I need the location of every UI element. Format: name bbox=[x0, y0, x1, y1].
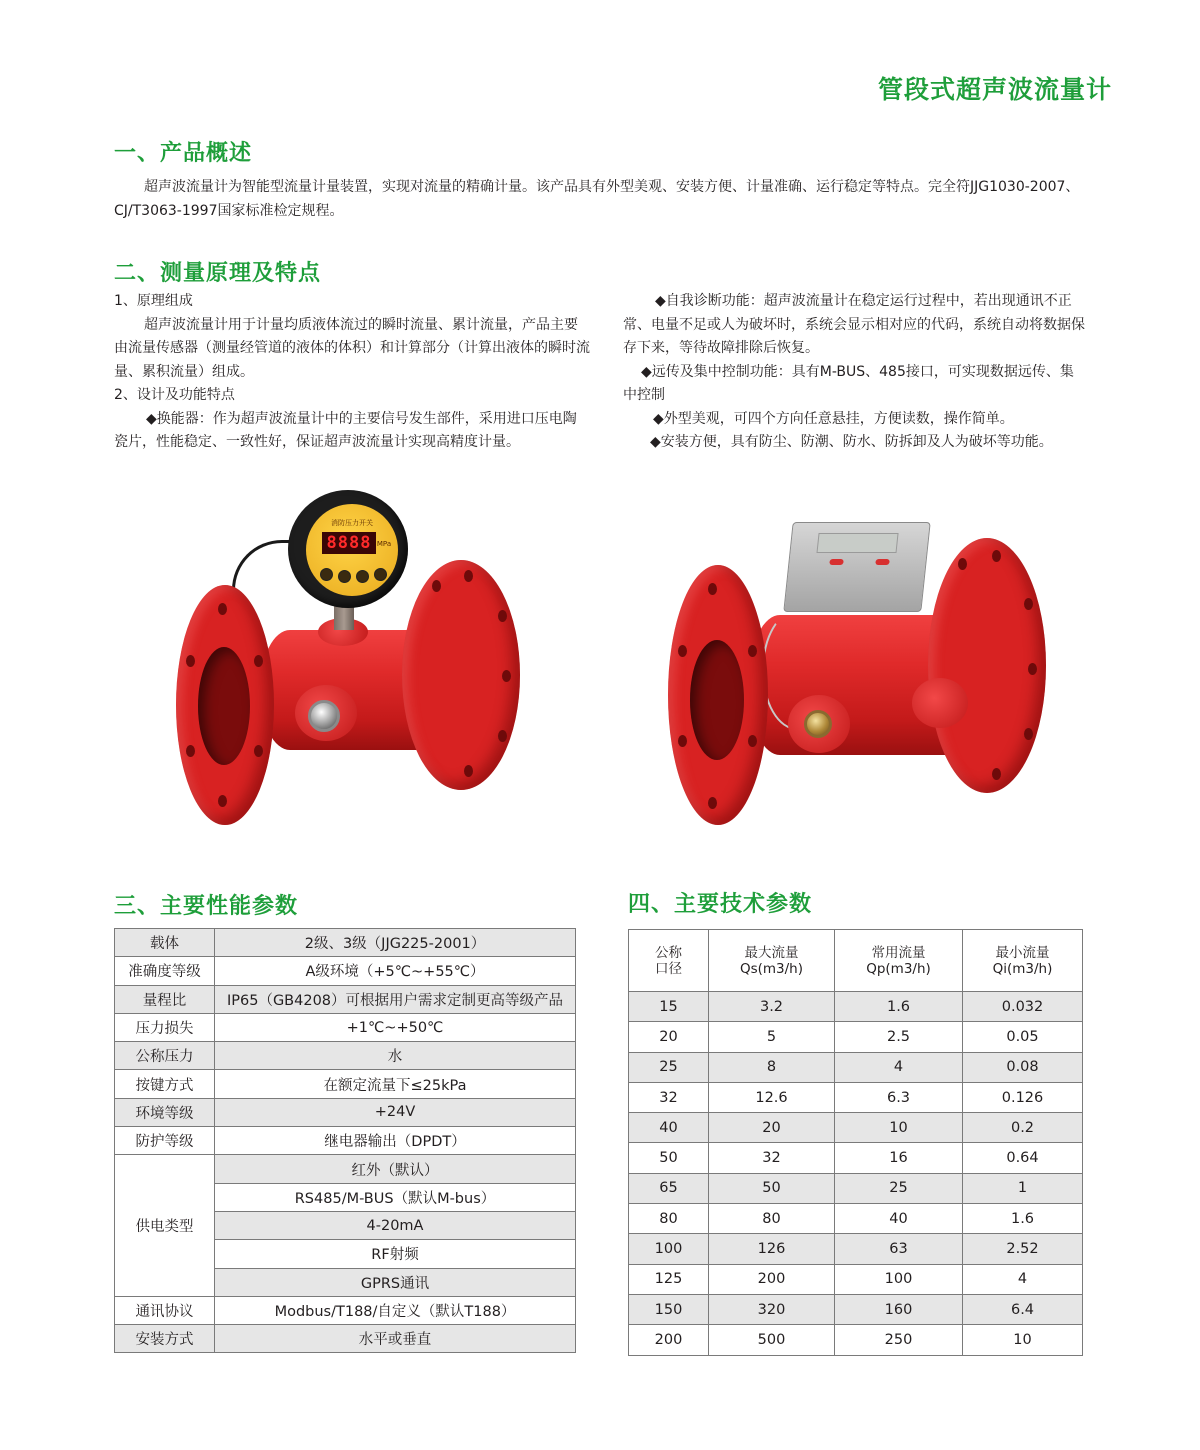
param-label: 公称压力 bbox=[115, 1042, 215, 1070]
param-value: 红外（默认） bbox=[215, 1155, 576, 1183]
table-row bbox=[115, 1013, 576, 1041]
table-row bbox=[115, 957, 576, 985]
calculator-box bbox=[783, 522, 930, 612]
cell-common-flow: 40 bbox=[835, 1204, 963, 1234]
cell-min-flow: 1 bbox=[963, 1173, 1083, 1203]
cell-common-flow: 4 bbox=[835, 1052, 963, 1082]
bolt-hole bbox=[708, 797, 717, 809]
cell-max-flow: 500 bbox=[709, 1325, 835, 1355]
param-label: 环境等级 bbox=[115, 1098, 215, 1126]
cell-common-flow: 6.3 bbox=[835, 1082, 963, 1112]
param-label-power: 供电类型 bbox=[115, 1155, 215, 1296]
param-label: 准确度等级 bbox=[115, 957, 215, 985]
section-heading-performance: 三、主要性能参数 bbox=[114, 894, 299, 919]
bolt-hole bbox=[992, 550, 1001, 562]
table-row bbox=[629, 1113, 1083, 1143]
table-row bbox=[629, 1052, 1083, 1082]
cell-diameter: 200 bbox=[629, 1325, 709, 1355]
gauge-unit: MPa bbox=[376, 540, 392, 548]
cell-max-flow: 3.2 bbox=[709, 992, 835, 1022]
bolt-hole bbox=[218, 603, 227, 615]
param-value: RF射频 bbox=[215, 1240, 576, 1268]
header-line: 公称 bbox=[655, 944, 682, 961]
bolt-hole bbox=[254, 745, 263, 757]
cell-min-flow: 0.032 bbox=[963, 992, 1083, 1022]
cell-common-flow: 160 bbox=[835, 1294, 963, 1324]
section-heading-principle: 二、测量原理及特点 bbox=[114, 261, 322, 286]
composition-text: 超声波流量计用于计量均质液体流过的瞬时流量、累计流量，产品主要由流量传感器（测量经管道的液体的体积）和计算部分（计算出液体的瞬时流量、累积流量）组成。 bbox=[114, 316, 590, 380]
section-heading-technical: 四、主要技术参数 bbox=[628, 892, 813, 917]
param-label: 防护等级 bbox=[115, 1127, 215, 1155]
cell-max-flow: 200 bbox=[709, 1264, 835, 1294]
param-label: 按键方式 bbox=[115, 1070, 215, 1098]
flange-left bbox=[176, 585, 274, 825]
page-title: 管段式超声波流量计 bbox=[877, 75, 1112, 104]
flange-bore bbox=[198, 647, 250, 765]
subheading-features: 2、设计及功能特点 bbox=[114, 387, 235, 403]
table-row bbox=[629, 992, 1083, 1022]
bolt-hole bbox=[186, 745, 195, 757]
cell-diameter: 50 bbox=[629, 1143, 709, 1173]
table-row bbox=[629, 1294, 1083, 1324]
cell-min-flow: 0.05 bbox=[963, 1022, 1083, 1052]
principle-left-column bbox=[114, 290, 590, 455]
table-row bbox=[629, 1143, 1083, 1173]
product-image-calculator-meter bbox=[650, 510, 1050, 840]
table-row bbox=[629, 1264, 1083, 1294]
cell-max-flow: 50 bbox=[709, 1173, 835, 1203]
principle-right-column bbox=[623, 290, 1085, 455]
cell-common-flow: 16 bbox=[835, 1143, 963, 1173]
cell-common-flow: 250 bbox=[835, 1325, 963, 1355]
param-value: 继电器输出（DPDT） bbox=[215, 1127, 576, 1155]
flange-left bbox=[668, 565, 768, 825]
gauge-button-2 bbox=[338, 570, 351, 583]
transducer-boss-right bbox=[912, 678, 968, 728]
flange-right bbox=[928, 538, 1046, 793]
cell-max-flow: 320 bbox=[709, 1294, 835, 1324]
param-value: 2级、3级（JJG225-2001） bbox=[215, 929, 576, 957]
overview-paragraph bbox=[114, 176, 1094, 223]
cell-min-flow: 4 bbox=[963, 1264, 1083, 1294]
table-row bbox=[115, 1155, 576, 1183]
table-row bbox=[115, 1127, 576, 1155]
table-row bbox=[629, 1173, 1083, 1203]
cell-diameter: 150 bbox=[629, 1294, 709, 1324]
bolt-hole bbox=[464, 765, 473, 777]
cell-diameter: 32 bbox=[629, 1082, 709, 1112]
gauge-button-4 bbox=[374, 568, 387, 581]
cell-min-flow: 6.4 bbox=[963, 1294, 1083, 1324]
overview-text: 超声波流量计为智能型流量计量装置，实现对流量的精确计量。该产品具有外型美观、安装方便、计量准确、运行稳定等特点。完全符JJG1030-2007、CJ/T3063-1997国家标准检定规程。 bbox=[114, 179, 1080, 219]
transducer-connector bbox=[804, 710, 832, 738]
bolt-hole bbox=[464, 570, 473, 582]
transducer-cap bbox=[308, 700, 340, 732]
table-row bbox=[629, 1022, 1083, 1052]
bolt-hole bbox=[708, 583, 717, 595]
cell-diameter: 100 bbox=[629, 1234, 709, 1264]
table-row bbox=[115, 929, 576, 957]
bolt-hole bbox=[678, 645, 687, 657]
cell-common-flow: 25 bbox=[835, 1173, 963, 1203]
subheading-composition: 1、原理组成 bbox=[114, 293, 193, 309]
cell-diameter: 125 bbox=[629, 1264, 709, 1294]
feature-installation: ◆安装方便，具有防尘、防潮、防水、防拆卸及人为破坏等功能。 bbox=[650, 434, 1053, 450]
cell-diameter: 65 bbox=[629, 1173, 709, 1203]
bolt-hole bbox=[502, 670, 511, 682]
cell-min-flow: 0.08 bbox=[963, 1052, 1083, 1082]
gauge-face bbox=[306, 504, 398, 596]
table-row bbox=[629, 1204, 1083, 1234]
cell-common-flow: 63 bbox=[835, 1234, 963, 1264]
cell-diameter: 25 bbox=[629, 1052, 709, 1082]
param-value: GPRS通讯 bbox=[215, 1268, 576, 1296]
cell-min-flow: 1.6 bbox=[963, 1204, 1083, 1234]
cell-min-flow: 0.126 bbox=[963, 1082, 1083, 1112]
header-line: Qs(m3/h) bbox=[739, 960, 804, 977]
table-row bbox=[115, 1070, 576, 1098]
table-row bbox=[629, 1082, 1083, 1112]
header-line: Qi(m3/h) bbox=[992, 960, 1053, 977]
col-header-max-flow bbox=[709, 930, 835, 992]
param-value: 4-20mA bbox=[215, 1211, 576, 1239]
bolt-hole bbox=[678, 735, 687, 747]
gauge-button-1 bbox=[320, 568, 333, 581]
cell-diameter: 40 bbox=[629, 1113, 709, 1143]
header-line: 常用流量 bbox=[871, 944, 926, 961]
bolt-hole bbox=[498, 610, 507, 622]
cell-max-flow: 126 bbox=[709, 1234, 835, 1264]
param-label: 压力损失 bbox=[115, 1013, 215, 1041]
cell-max-flow: 12.6 bbox=[709, 1082, 835, 1112]
param-value: A级环境（+5℃~+55℃） bbox=[215, 957, 576, 985]
param-value: 水 bbox=[215, 1042, 576, 1070]
bolt-hole bbox=[748, 645, 757, 657]
bolt-hole bbox=[186, 655, 195, 667]
calculator-led-1 bbox=[829, 559, 844, 565]
cell-diameter: 80 bbox=[629, 1204, 709, 1234]
calculator-led-2 bbox=[875, 559, 890, 565]
feature-remote-control: ◆远传及集中控制功能：具有M-BUS、485接口，可实现数据远传、集中控制 bbox=[623, 363, 1074, 403]
col-header-diameter bbox=[629, 930, 709, 992]
header-line: 最小流量 bbox=[995, 944, 1050, 961]
feature-self-diagnosis: ◆自我诊断功能：超声波流量计在稳定运行过程中，若出现通讯不正常、电量不足或人为破坏时，系统会显示相对应的代码，系统自动将数据保存下来，等待故障排除后恢复。 bbox=[623, 293, 1085, 356]
bolt-hole bbox=[218, 795, 227, 807]
cell-max-flow: 32 bbox=[709, 1143, 835, 1173]
cell-min-flow: 0.64 bbox=[963, 1143, 1083, 1173]
section-heading-overview: 一、产品概述 bbox=[114, 141, 253, 166]
header-line: Qp(m3/h) bbox=[866, 960, 931, 977]
cell-diameter: 15 bbox=[629, 992, 709, 1022]
table-row bbox=[629, 1325, 1083, 1355]
gauge-display: 8888 bbox=[322, 532, 376, 554]
param-label: 载体 bbox=[115, 929, 215, 957]
cell-common-flow: 10 bbox=[835, 1113, 963, 1143]
bolt-hole bbox=[1028, 663, 1037, 675]
cell-diameter: 20 bbox=[629, 1022, 709, 1052]
table-row bbox=[629, 1234, 1083, 1264]
bolt-hole bbox=[1024, 728, 1033, 740]
feature-appearance: ◆外型美观，可四个方向任意悬挂，方便读数，操作简单。 bbox=[653, 410, 1014, 427]
cell-common-flow: 2.5 bbox=[835, 1022, 963, 1052]
feature-transducer: ◆换能器：作为超声波流量计中的主要信号发生部件，采用进口压电陶瓷片，性能稳定、一致性好，保证超声波流量计实现高精度计量。 bbox=[114, 410, 577, 450]
header-line: 口径 bbox=[655, 960, 682, 977]
header-line: 最大流量 bbox=[744, 944, 799, 961]
calculator-lcd bbox=[816, 533, 898, 553]
bolt-hole bbox=[432, 580, 441, 592]
flange-right bbox=[402, 560, 520, 790]
param-value: +1℃~+50℃ bbox=[215, 1013, 576, 1041]
performance-parameters-table bbox=[114, 928, 576, 1353]
bolt-hole bbox=[958, 558, 967, 570]
cell-max-flow: 80 bbox=[709, 1204, 835, 1234]
cell-max-flow: 8 bbox=[709, 1052, 835, 1082]
cell-min-flow: 2.52 bbox=[963, 1234, 1083, 1264]
bolt-hole bbox=[1024, 598, 1033, 610]
param-value: IP65（GB4208）可根据用户需求定制更高等级产品 bbox=[215, 985, 576, 1013]
param-value: 水平或垂直 bbox=[215, 1325, 576, 1353]
cell-common-flow: 100 bbox=[835, 1264, 963, 1294]
table-row bbox=[115, 1296, 576, 1324]
gauge-title: 消防压力开关 bbox=[331, 519, 373, 527]
pressure-gauge bbox=[288, 490, 408, 608]
flange-bore bbox=[690, 640, 744, 760]
param-value: 在额定流量下≤25kPa bbox=[215, 1070, 576, 1098]
table-row bbox=[115, 1042, 576, 1070]
bolt-hole bbox=[748, 735, 757, 747]
col-header-min-flow bbox=[963, 930, 1083, 992]
bolt-hole bbox=[992, 768, 1001, 780]
product-image-pressure-gauge-meter bbox=[170, 470, 530, 840]
table-header-row bbox=[629, 930, 1083, 992]
cell-max-flow: 5 bbox=[709, 1022, 835, 1052]
technical-parameters-table bbox=[628, 929, 1083, 1356]
param-value: RS485/M-BUS（默认M-bus） bbox=[215, 1183, 576, 1211]
bolt-hole bbox=[254, 655, 263, 667]
bolt-hole bbox=[498, 730, 507, 742]
cell-min-flow: 0.2 bbox=[963, 1113, 1083, 1143]
col-header-common-flow bbox=[835, 930, 963, 992]
table-row bbox=[115, 1098, 576, 1126]
cell-max-flow: 20 bbox=[709, 1113, 835, 1143]
gauge-button-3 bbox=[356, 570, 369, 583]
param-value: Modbus/T188/自定义（默认T188） bbox=[215, 1296, 576, 1324]
table-row bbox=[115, 985, 576, 1013]
param-label: 通讯协议 bbox=[115, 1296, 215, 1324]
param-value: +24V bbox=[215, 1098, 576, 1126]
param-label: 安装方式 bbox=[115, 1325, 215, 1353]
param-label: 量程比 bbox=[115, 985, 215, 1013]
cell-min-flow: 10 bbox=[963, 1325, 1083, 1355]
cell-common-flow: 1.6 bbox=[835, 992, 963, 1022]
table-row bbox=[115, 1325, 576, 1353]
